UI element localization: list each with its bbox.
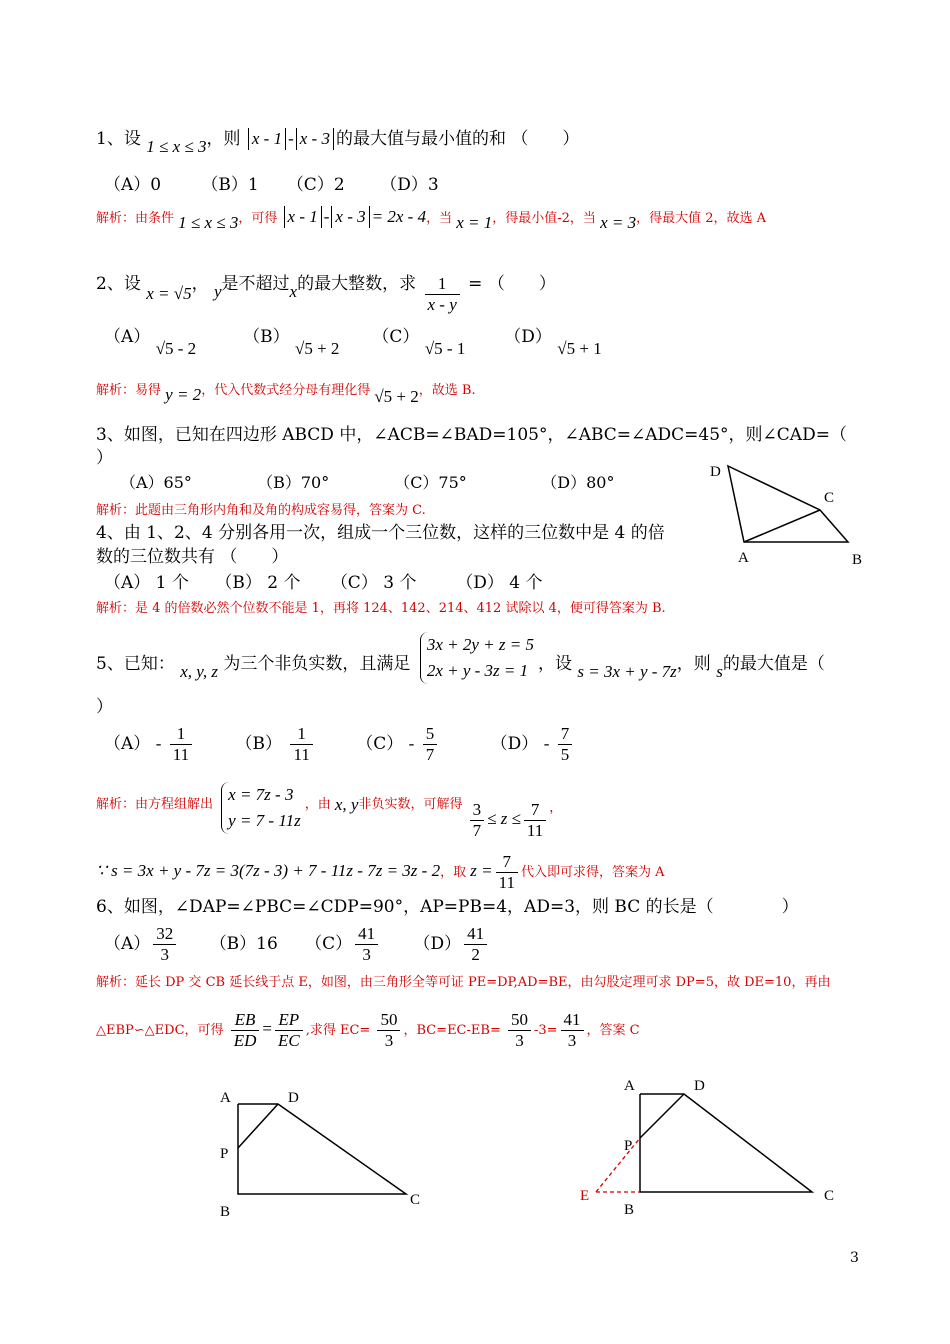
q6-option-a-num: 32 (153, 924, 176, 945)
q5-option-a-den: 11 (172, 745, 190, 764)
q2-sol-y: y = 2 (165, 385, 202, 404)
q6-fig2-shape (640, 1094, 812, 1192)
q5-solution (96, 782, 563, 840)
q1-sol-text-d: ，得最小值-2，当 (492, 211, 596, 226)
q4-stem-2: 数的三位数共有 （ ） (96, 547, 289, 567)
q2-sol-text-c: ，故选 B. (418, 383, 476, 398)
q6-f1-num: EB (231, 1010, 260, 1031)
q5-option-c-label: （C） (356, 734, 404, 754)
q4-option-b: （B） 2 个 (215, 573, 301, 593)
q6-options (104, 924, 490, 965)
q5-sol-lo-num: 3 (470, 800, 485, 821)
q4-option-a: （A） 1 个 (104, 573, 189, 593)
q6-option-a-frac (153, 924, 176, 965)
q3-figure (706, 458, 866, 568)
q5-stem-prefix: 5、已知： (96, 653, 175, 674)
q2-stem-prefix: 2、设 (96, 274, 141, 294)
q5-option-c-frac (423, 724, 438, 765)
q2-stem-suffix: = （ ） (468, 274, 556, 294)
q6-fig2-label-e: E (580, 1188, 590, 1204)
q6-fig1-label-d: D (288, 1090, 299, 1106)
q6-option-d-frac (464, 924, 487, 965)
q1-option-a: （A）0 (104, 175, 162, 195)
q6-bc-den1: 3 (515, 1031, 524, 1050)
q1-stem-suffix: 的最大值与最小值的和 （ ） (335, 129, 580, 149)
q6-solution-1 (96, 972, 830, 994)
q1-sol-abs-1: x - 1 (284, 206, 322, 228)
q3-label-c: C (824, 490, 835, 506)
q5-sol-eq1: x = 7z - 3 (228, 785, 294, 804)
q6-option-c-frac (355, 924, 378, 965)
q1-option-d: （D）3 (380, 175, 439, 195)
q5-sol-text-a: 解析：由方程组解出 (96, 796, 214, 812)
q6-sol2-text-c: ，BC=EC-EB= (403, 1023, 501, 1038)
q5-sol2-text-b: 代入即可求得，答案为 A (520, 865, 665, 880)
q6-fig1-label-c: C (410, 1192, 421, 1208)
q5-stem-mid: 为三个非负实数，且满足 (223, 653, 411, 674)
q6-sol2-frac-ep-ec (275, 1010, 303, 1051)
q5-sol-hi-den: 11 (526, 820, 544, 840)
q2-sol-text-a: 解析：易得 (96, 383, 162, 398)
q6-stem-text: 6、如图，∠DAP=∠PBC=∠CDP=90°，AP=PB=4，AD=3，则 BC 的长是（ ） (96, 897, 799, 917)
q3-label-a: A (738, 550, 749, 566)
q2-option-d-value: √5 + 1 (557, 339, 602, 358)
q6-bc-den2: 3 (567, 1031, 577, 1050)
q2-option-b-label: （B） (243, 327, 290, 347)
q5-option-c-num: 5 (423, 724, 438, 745)
q6-f2-den: EC (277, 1031, 300, 1050)
q6-fig1-label-a: A (220, 1090, 231, 1106)
q4-option-d: （D） 4 个 (456, 573, 543, 593)
q5-option-b-frac (290, 724, 312, 765)
q6-sol2-text-b: ,求得 EC= (305, 1023, 371, 1038)
q5-vars: x, y, z (180, 661, 219, 681)
q6-fig2-label-a: A (624, 1078, 635, 1094)
q2-stem (96, 264, 556, 314)
q1-option-b: （B）1 (201, 175, 259, 195)
q5-stem-close: ） (96, 697, 113, 717)
q6-fig2-label-c: C (824, 1188, 834, 1204)
q6-sol2-text-a: △EBP∽△EDC，可得 (96, 1023, 224, 1038)
q6-ec-den: 3 (384, 1031, 394, 1050)
q1-sol-text-e: ，得最大值 2，故选 A (636, 211, 767, 226)
q2-x-def: x = √5 (146, 284, 192, 303)
q5-option-c-sign: - (408, 734, 415, 753)
q2-stem-mid2: 的最大整数，求 (297, 274, 417, 294)
q5-option-a-num: 1 (170, 724, 192, 745)
q6-option-a-label: （A） (104, 934, 151, 954)
q5-sol-lo-den: 7 (472, 820, 482, 840)
q3-sol-text: 解析：此题由三角形内角和及角的构成容易得，答案为 C. (96, 503, 426, 518)
q5-sol2-den: 11 (498, 873, 515, 892)
q2-options (104, 326, 602, 358)
q6-option-a-den: 3 (160, 945, 170, 964)
q1-sol-expr: = 2x - 4 (371, 207, 427, 226)
q5-stem-c: ，设 (537, 653, 572, 674)
q1-stem-mid: ，则 (206, 129, 241, 149)
q5-sol2-frac (496, 852, 518, 893)
q2-frac-num: 1 (425, 274, 460, 295)
q1-stem (96, 128, 580, 156)
q5-solution-2 (96, 852, 664, 893)
q5-option-a-sign: - (155, 734, 162, 753)
q3-option-b: （B）70° (257, 473, 330, 492)
q4-solution (96, 598, 666, 620)
q6-f2-num: EP (275, 1010, 303, 1031)
q1-sol-text-a: 解析：由条件 (96, 211, 175, 226)
q2-option-c-value: √5 - 1 (424, 339, 466, 358)
q5-sol-lower-frac (470, 800, 485, 841)
q5-sol2-z: z = (470, 861, 493, 880)
q4-option-c: （C） 3 个 (330, 573, 417, 593)
q5-sol-hi-num: 7 (524, 800, 546, 821)
q5-option-b-label: （B） (235, 734, 283, 754)
q3-label-b: B (852, 552, 863, 568)
q6-fig2-ep-dashed (596, 1138, 640, 1192)
q5-option-d-num: 7 (558, 724, 573, 745)
q6-solution-2 (96, 1010, 640, 1051)
q6-option-d-den: 2 (471, 945, 480, 964)
q5-option-d-frac (558, 724, 573, 765)
q6-fig1-label-b: B (220, 1204, 231, 1220)
q6-option-b: （B）16 (209, 934, 278, 954)
q6-fig1-shape (238, 1104, 406, 1194)
q6-sol2-frac-bc1 (508, 1010, 531, 1051)
q6-option-d-label: （D） (413, 934, 462, 954)
q5-option-b-num: 1 (290, 724, 312, 745)
q5-system (420, 632, 534, 684)
q5-s: s (716, 661, 723, 681)
q1-sol-text-b: ，可得 (238, 211, 278, 226)
q5-sol2-expr: ∵ s = 3x + y - 7z = 3(7z - 3) + 7 - 11z - 7z = 3z - 2 (96, 861, 441, 880)
q6-ec-num: 50 (377, 1010, 400, 1031)
q6-figure-2 (574, 1070, 834, 1220)
q1-sol-x3: x = 3 (600, 213, 637, 232)
q5-sol-eq2: y = 7 - 11z (228, 811, 301, 830)
q3-option-a: （A）65° (120, 473, 192, 492)
q6-bc-num1: 50 (508, 1010, 531, 1031)
q2-x: x (289, 282, 298, 301)
q2-stem-mid: 是不超过 (221, 274, 290, 294)
q6-fig2-label-b: B (624, 1202, 635, 1218)
q6-sol2-text-e: ，答案 C (586, 1023, 640, 1038)
q5-option-b-den: 11 (293, 745, 310, 764)
q3-options (120, 472, 614, 494)
q2-option-b-value: √5 + 2 (295, 339, 340, 358)
q2-option-a-label: （A） (104, 327, 151, 347)
q5-option-c-den: 7 (425, 745, 435, 764)
q5-sol-vars: x, y (334, 794, 359, 814)
q5-sol-text-b: ，由 (304, 796, 331, 812)
q5-option-d-label: （D） (490, 734, 539, 754)
q4-stem-1: 4、由 1、2、4 分别各用一次，组成一个三位数，这样的三位数中是 4 的倍 (96, 523, 665, 543)
q5-stem-d: ，则 (676, 653, 711, 674)
q5-stem-cont (96, 696, 113, 718)
q2-option-c-label: （C） (372, 327, 420, 347)
q6-bc-num2: 41 (561, 1010, 584, 1031)
q5-option-a-label: （A） (104, 734, 151, 754)
q2-solution (96, 378, 476, 406)
q6-option-c-label: （C） (305, 934, 353, 954)
q2-fraction (425, 274, 460, 315)
q3-diagonal-ac (744, 510, 820, 542)
q5-sol-ineq: ≤ z ≤ (487, 808, 521, 828)
q1-abs-1: x - 1 (248, 128, 286, 150)
q6-stem (96, 896, 799, 918)
q1-condition: 1 ≤ x ≤ 3 (146, 137, 207, 156)
page-number: 3 (850, 1250, 859, 1266)
q4-stem-line1 (96, 522, 665, 544)
q5-options (104, 724, 575, 765)
q5-option-d-sign: - (543, 734, 550, 753)
q3-option-c: （C）75° (394, 473, 467, 492)
q6-fig1-label-p: P (220, 1146, 229, 1162)
q6-fig1-pd (238, 1104, 278, 1148)
q2-option-d-label: （D） (504, 327, 552, 347)
q3-solution (96, 500, 426, 522)
q6-f1-den: ED (233, 1031, 257, 1050)
q5-option-d-den: 5 (560, 745, 570, 764)
q1-abs-2: x - 3 (296, 128, 334, 150)
q6-fig2-label-p: P (624, 1138, 633, 1154)
q3-label-d: D (710, 464, 721, 480)
q6-sol2-text-d: -3= (533, 1023, 558, 1038)
q2-option-a-value: √5 - 2 (155, 339, 197, 358)
q1-solution (96, 206, 766, 230)
q1-sol-x1: x = 1 (456, 213, 493, 232)
q1-sol-abs-2: x - 3 (331, 206, 369, 228)
q6-option-d-num: 41 (464, 924, 487, 945)
q6-fig2-label-d: D (694, 1078, 705, 1094)
q4-options (104, 572, 542, 594)
q1-sol-condition: 1 ≤ x ≤ 3 (178, 213, 239, 232)
q1-sol-minus: - (323, 207, 330, 226)
q2-frac-den: x - y (427, 295, 457, 314)
q4-stem-line2 (96, 546, 288, 568)
q6-sol2-frac-eb-ed (231, 1010, 260, 1051)
q2-sol-value: √5 + 2 (374, 387, 419, 406)
q3-stem-text: 3、如图，已知在四边形 ABCD 中，∠ACB=∠BAD=105°，∠ABC=∠ADC=45°，则∠CAD=（ (96, 425, 847, 445)
q5-sol-system (221, 782, 301, 834)
q4-sol-text: 解析：是 4 的倍数必然个位数不能是 1，再将 124、142、214、412 试除以 4，便可得答案为 B. (96, 601, 666, 616)
q5-sol-text-d: ， (549, 800, 563, 816)
q5-sol2-num: 7 (496, 852, 518, 873)
q6-option-c-den: 3 (362, 945, 371, 964)
q3-option-d: （D）80° (541, 473, 615, 492)
q1-sol-text-c: ，当 (426, 211, 453, 226)
q3-stem-cont (96, 447, 113, 469)
q6-sol2-frac-bc2 (561, 1010, 584, 1051)
q5-option-a-frac (170, 724, 192, 765)
q2-y: y (214, 282, 222, 301)
q5-stem-e: 的最大值是（ (722, 653, 825, 674)
q2-sol-text-b: ，代入代数式经分母有理化得 (201, 383, 371, 398)
q6-sol2-eq: = (262, 1019, 272, 1038)
q6-sol2-frac-ec (377, 1010, 400, 1051)
q3-stem-close: ） (96, 448, 113, 468)
q5-sol-text-c: 非负实数，可解得 (358, 796, 463, 812)
q5-eq2: 2x + y - 3z = 1 (426, 661, 529, 680)
q6-figure-1 (212, 1082, 432, 1232)
q5-sol2-text-a: ，取 (440, 865, 467, 880)
q2-comma: ， (191, 274, 209, 294)
q5-stem (96, 632, 825, 684)
q6-sol-text-1: 解析：延长 DP 交 CB 延长线于点 E，如图，由三角形全等可证 PE=DP,AD=BE，由勾股定理可求 DP=5，故 DE=10，再由 (96, 975, 831, 990)
q1-option-c: （C）2 (286, 175, 345, 195)
q5-sol-upper-frac (524, 800, 546, 841)
q3-stem (96, 424, 847, 446)
q5-s-def: s = 3x + y - 7z (577, 661, 677, 681)
q1-options (104, 174, 439, 196)
q6-option-c-num: 41 (355, 924, 378, 945)
q6-fig2-pd (640, 1094, 684, 1138)
q1-minus: - (288, 129, 294, 148)
q1-stem-prefix: 1、设 (96, 129, 141, 149)
q5-eq1: 3x + 2y + z = 5 (426, 635, 534, 654)
